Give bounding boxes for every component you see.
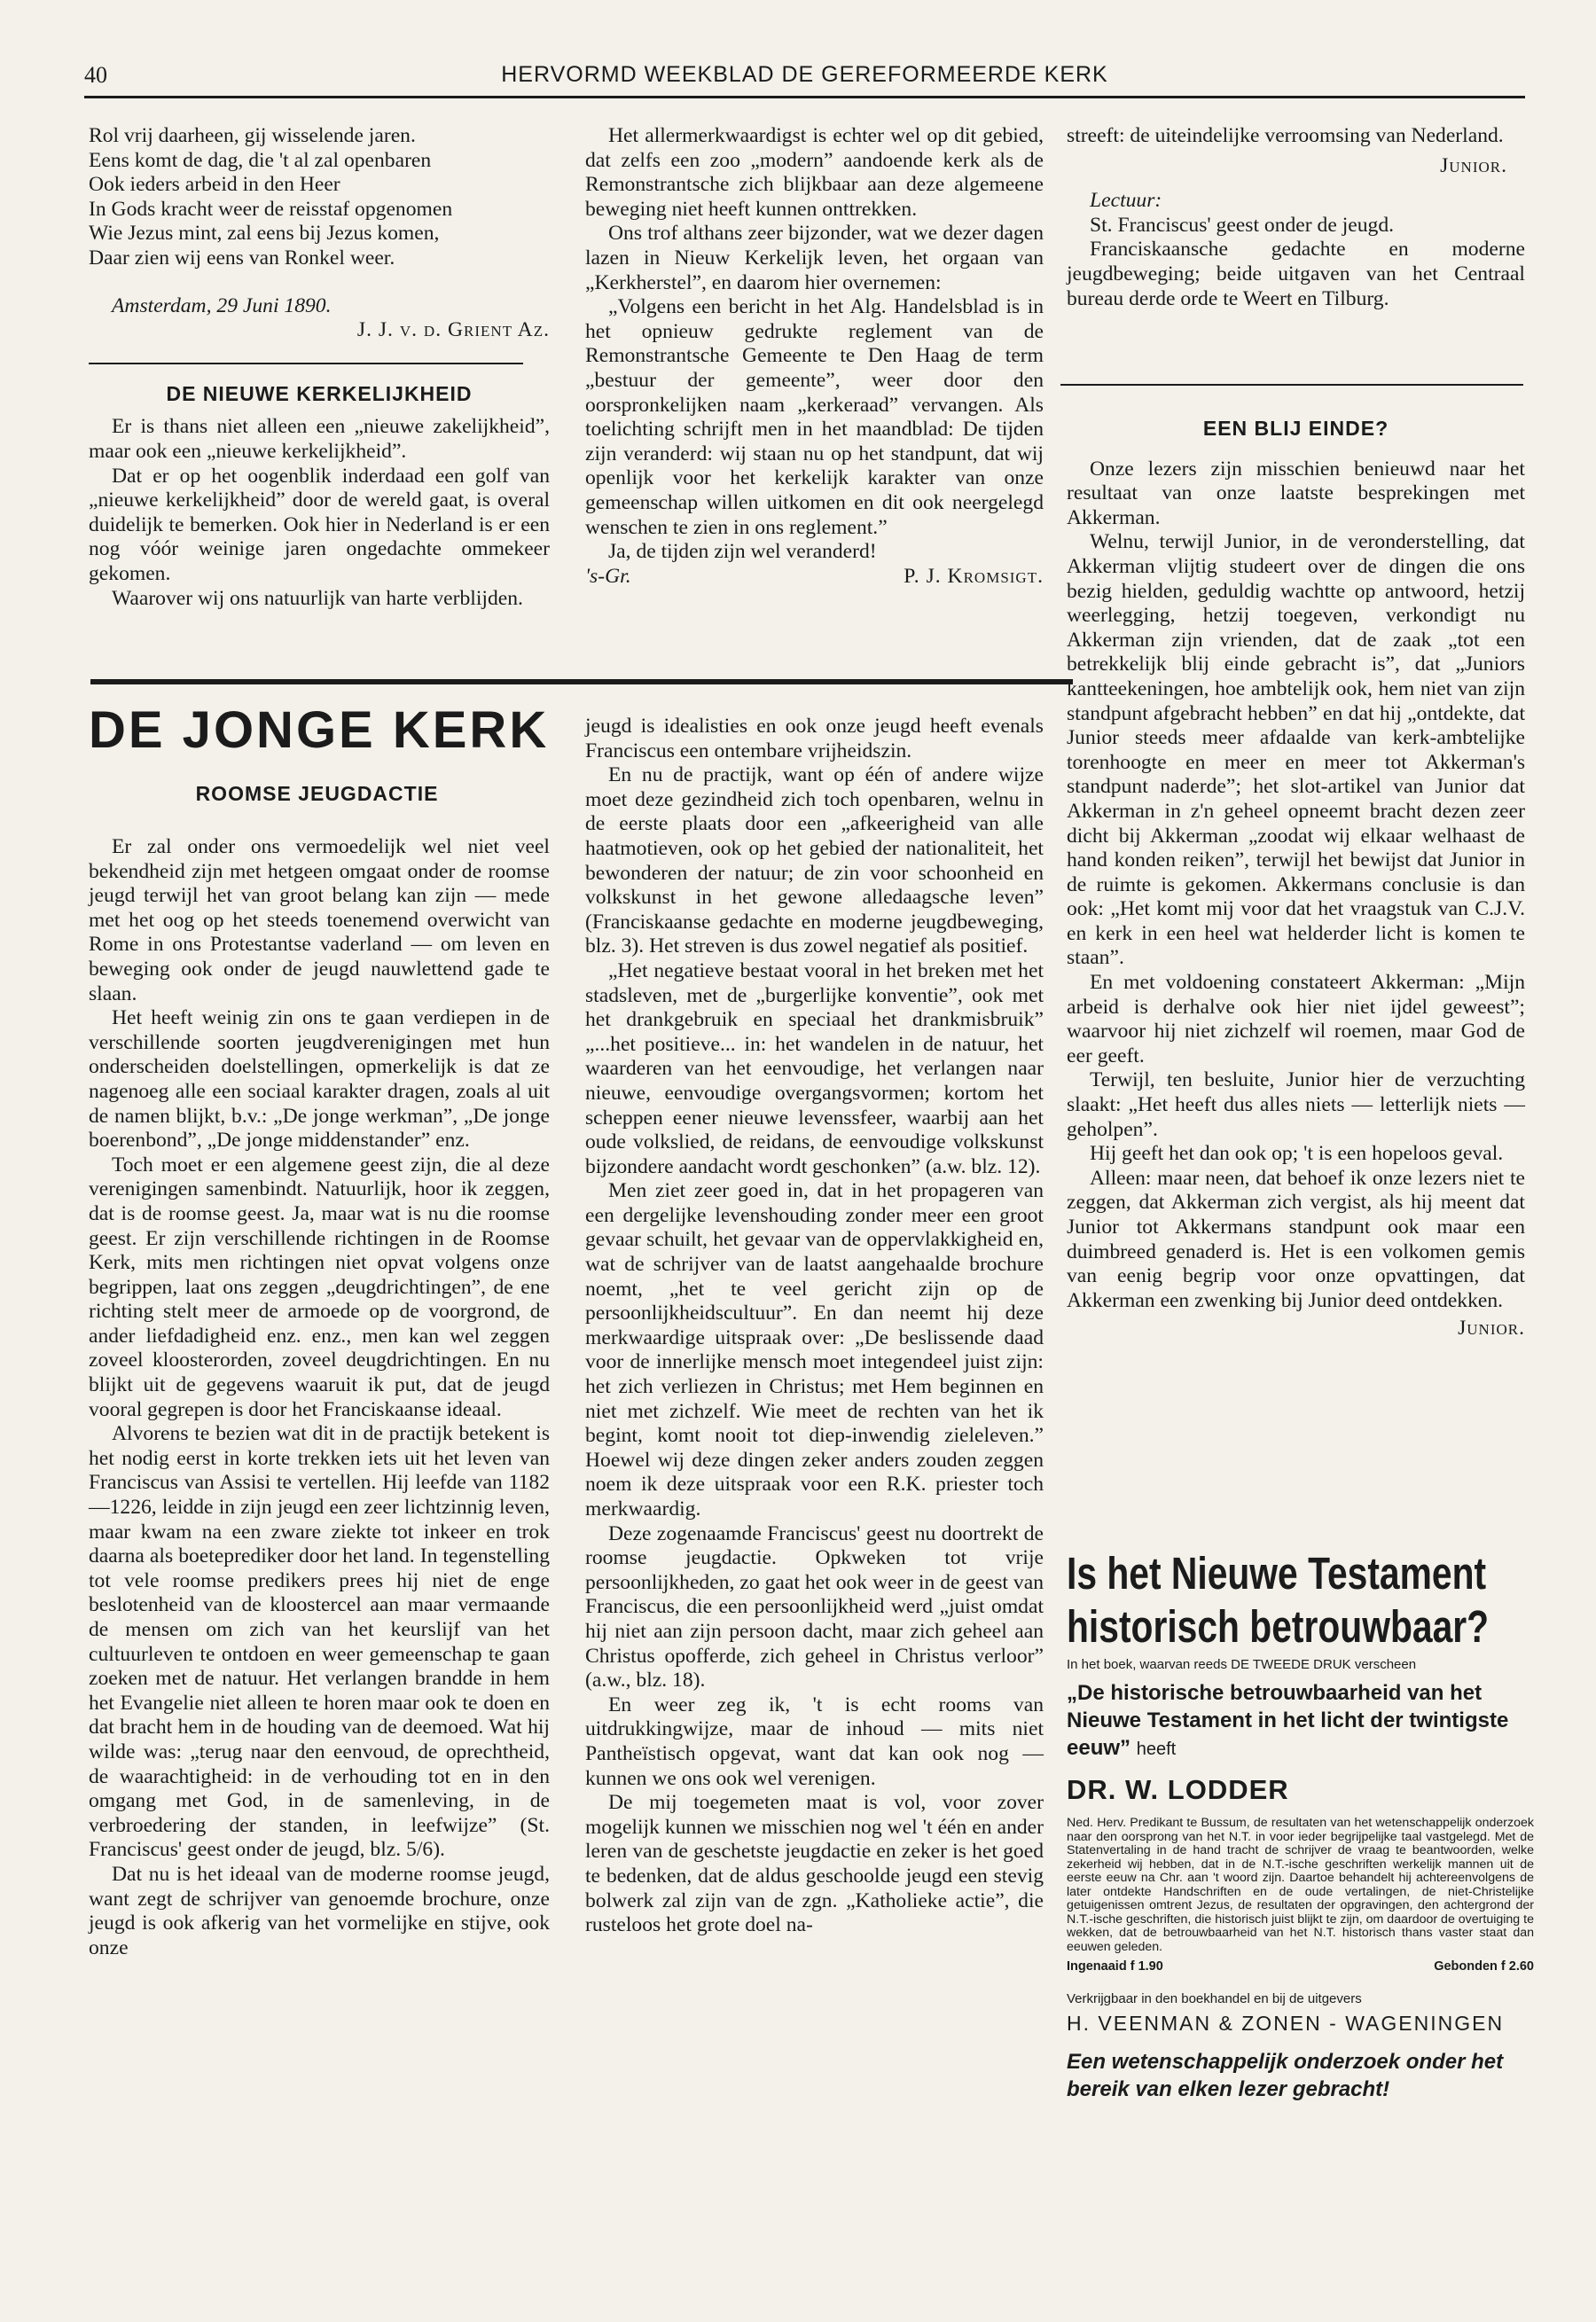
signature-row bbox=[585, 565, 1044, 590]
lectuur-item: St. Franciscus' geest onder de jeugd. bbox=[1090, 213, 1395, 237]
paragraph: Dat er op het oogenblik inderdaad een golf van „nieuwe kerkelijkheid” door de wereld gaat, is overal duidelijk te bemerken. Ook hier in Nederland is er een nog vóór weinige jaren ongedachte ommekeer gekomen. bbox=[89, 464, 550, 585]
poem-line: Daar zien wij eens van Ronkel weer. bbox=[89, 246, 395, 270]
signature: P. J. Kromsigt. bbox=[904, 564, 1044, 588]
paragraph: Er zal onder ons vermoedelijk wel niet veel bekendheid zijn met hetgeen omgaat onder de roomse jeugd terwijl het van groot belang kan zijn — mede met het oog op het steeds toenemend overwicht van Rome in ons Protestantse vaderland — om leven en beweging ook onder de jeugd nauwlettend gade te slaan. bbox=[89, 835, 550, 1005]
paragraph: En met voldoening constateert Akkerman: „Mijn arbeid is derhalve ook hier niet ijdel geweest”; waarvoor hij niet zichzelf wil roemen, maar God de eer geeft. bbox=[1067, 971, 1525, 1067]
section-title: DE JONGE KERK bbox=[89, 701, 550, 759]
paragraph: Het allermerkwaardigst is echter wel op dit gebied, dat zelfs een zoo „modern” aandoende kerk als de Remonstrantsche zich blijkbaar aan deze algemeene beweging niet heeft kunnen onttrekken. bbox=[585, 124, 1044, 221]
ad-availability: Verkrijgbaar in den boekhandel en bij de uitgevers bbox=[1067, 1991, 1362, 2006]
paragraph: Dat nu is het ideaal van de moderne roomse jeugd, want zegt de schrijver van genoemde brochure, onze jeugd is ook afkerig van het vormelijke en stijve, ook onze bbox=[89, 1862, 550, 1959]
paragraph: Alleen: maar neen, dat behoef ik onze lezers niet te zeggen, dat Akkerman zich vergist, als hij meent dat Junior tot Akkermans standpunt ook maar een duimbreed genaderd is. Het is een volkomen gemis van eenig begrip voor onze opvattingen, dat Akkerman een zwenking bij Junior deed ontdekken. bbox=[1067, 1166, 1525, 1312]
paragraph: Onze lezers zijn misschien benieuwd naar het resultaat van onze laatste besprekingen met Akkerman. bbox=[1067, 457, 1525, 529]
section-rule bbox=[90, 679, 1073, 684]
ad-tagline: Een wetenschappelijk onderzoek onder het bereik van elken lezer gebracht! bbox=[1067, 2050, 1504, 2101]
column-2-top bbox=[585, 124, 1044, 589]
poem-line: Eens komt de dag, die 't al zal openbaren bbox=[89, 148, 432, 172]
ad-prices bbox=[1067, 1959, 1534, 1974]
paragraph: De mij toegemeten maat is vol, voor zover mogelijk kunnen we misschien nog wel 't één en ander leren van de geschetste jeugdactie en zeker is het goed te bedenken, dat de aldus geschoolde jeugd een stevig bolwerk zal zijn van de zgn. „Katholieke actie”, die rusteloos het grote doel na- bbox=[585, 1791, 1044, 1937]
dateline: Amsterdam, 29 Juni 1890. bbox=[112, 293, 332, 317]
page-header bbox=[84, 59, 1525, 98]
ad-title-line-2: historisch betrouwbaar? bbox=[1067, 1601, 1490, 1652]
jonge-kerk-column-2 bbox=[585, 715, 1044, 1938]
paragraph: Het heeft weinig zin ons te gaan verdiepen in de verschillende soorten jeugdverenigingen met hun onderscheiden doelstellingen, opmerkelijk is dat ze nagenoeg alle een sociaal karakter dragen, zoals al uit de namen blijkt, b.v.: „De jonge werkman”, „De jonge boerenbond”, „De jonge middenstander” enz. bbox=[89, 1006, 550, 1153]
signature: J. J. v. d. Grient Az. bbox=[356, 318, 550, 342]
paragraph: „Het negatieve bestaat vooral in het breken met het stadsleven, met de „burgerlijke konventie”, ook met het drankgebruik en speciaal het drankmisbruik” „...het positieve... in: het wandelen in de natuur, het waarderen van het eenvoudige, het verlangen naar nieuwe, eenvoudige overgangsvormen; kortom het scheppen eener nieuwe levenssfeer, waarbij aan het oude volkslied, de reidans, de eenvoudige volkskunst bijzondere aandacht wordt geschonken” (a.w. blz. 12). bbox=[585, 958, 1044, 1178]
poem-line: Ook ieders arbeid in den Heer bbox=[89, 173, 340, 197]
ad-book-title-tail: heeft bbox=[1136, 1740, 1177, 1759]
jonge-kerk-column-1 bbox=[89, 835, 550, 1960]
ad-book-title bbox=[1067, 1679, 1534, 1763]
paragraph: En nu de practijk, want op één of andere wijze moet deze gezindheid zich toch openbaren, welnu in de eerste plaats door een „afkeerigheid van alle haatmotieven, ook op het gebied der nationaliteit, het bewonderen der natuur; de zin voor schoonheid en volkskunst in het gewone alledaagsche leven” (Franciskaanse gedachte en moderne jeugdbeweging, blz. 3). Het streven is dus zowel negatief als positief. bbox=[585, 763, 1044, 958]
paragraph: Hij geeft het dan ook op; 't is een hopeloos geval. bbox=[1090, 1142, 1504, 1166]
paragraph: Welnu, terwijl Junior, in de veronderstelling, dat Akkerman vlijtig studeert over de dingen die ons bezig hielden, geduldig wachtte op antwoord, hetzij weerlegging, hetzij toegeven, verkondigt nu Akkerman zijn vrienden, dat de zaak „tot een betrekkelijk blij einde gebracht is”, dat „Juniors kantteekeningen, hoe ambtelijk ook, hem niet van zijn standpunt afgebracht hebben” en dat hij „ontdekte, dat Junior steeds meer afdaalde van kerk-ambtelijke torenhoogte en meer en meer tot Akkerman's standpunt naderde”; het slot-artikel van Junior dat Akkerman in z'n geheel opneemt bracht dezen zeer dicht bij Akkerman „zoodat wij elkaar welhaast de hand konden reiken”, terwijl het bewijst dat Junior in de ruimte is gekomen. Akkermans conclusie is dan ook: „Het komt mij voor dat het vraagstuk van C.J.V. en kerk in een heel wat helderder licht is komen te staan”. bbox=[1067, 530, 1525, 970]
paragraph: En weer zeg ik, 't is echt rooms van uitdrukkingwijze, maar de inhoud — mits niet Pantheïstisch opgevat, want dat kan ook nog — kunnen we ons ook wel verenigen. bbox=[585, 1693, 1044, 1790]
quote-paragraph: „Volgens een bericht in het Alg. Handelsblad is in het opnieuw gedrukte reglement van de Remonstrantsche Gemeente te Den Haag de term „bestuur der gemeente”, weer door den oorspronkelijken naam „kerkeraad” vervangen. Als toelichting schrijft men in het maandblad: De tijden zijn veranderd: wij staan nu op het standpunt, dat wij openlijk voor het kerkelijk karakter van onze gemeenschap willen uitkomen en dit ook neergelegd wenschen te zien in ons reglement.” bbox=[585, 295, 1044, 539]
price-hardcover: Gebonden f 2.60 bbox=[1434, 1959, 1534, 1974]
paragraph: jeugd is idealisties en ook onze jeugd heeft evenals Franciscus een ontembare vrijheidszin. bbox=[585, 715, 1044, 762]
signature: Junior. bbox=[1458, 1317, 1525, 1341]
article-subtitle: ROOMSE JEUGDACTIE bbox=[195, 782, 439, 805]
ad-title-line-1: Is het Nieuwe Testament bbox=[1067, 1548, 1487, 1599]
paragraph: Alvorens te bezien wat dit in de practijk betekent is het nodig eerst in korte trekken iets uit het leven van Franciscus van Assisi te vertellen. Hij leefde van 1182—1226, leidde in zijn jeugd een zeer lichtzinnig leven, maar kwam na een zware ziekte tot inkeer en trok daarna als boeteprediker door het land. In tegenstelling tot vele roomse predikers prees hij niet de enge beslotenheid van de kloostercel aan maar vermaande de mensen om zich van het keurslijf van het cultuurleven te ontdoen en weer gemeenschap te gaan zoeken met de natuur. Het verlangen brandde in hem het Evangelie niet alleen te horen maar ook te doen en dat bracht hem in de houding van de deemoed. Wat hij wilde was: „terug naar den eenvoud, de oprechtheid, de waarachtigheid: in de verhouding tot en in den omgang met God, in de samenleving, in de verbroedering der standen, in leefwijze” (St. Franciscus' geest onder de jeugd, blz. 5/6). bbox=[89, 1422, 550, 1862]
place: 's-Gr. bbox=[585, 564, 631, 588]
signature: Junior. bbox=[1440, 153, 1507, 177]
section-heading: DE NIEUWE KERKELIJKHEID bbox=[166, 381, 473, 405]
page-number: 40 bbox=[84, 62, 107, 88]
poem bbox=[89, 124, 550, 271]
column-3-article bbox=[1067, 417, 1525, 1341]
paragraph: Waarover wij ons natuurlijk van harte verblijden. bbox=[112, 586, 523, 610]
paragraph: Ja, de tijden zijn wel veranderd! bbox=[608, 540, 877, 564]
section-divider bbox=[89, 363, 523, 364]
section-heading: EEN BLIJ EINDE? bbox=[1202, 417, 1389, 440]
ad-intro: In het boek, waarvan reeds DE TWEEDE DRUK verscheen bbox=[1067, 1657, 1417, 1672]
paragraph: Ons trof althans zeer bijzonder, wat we dezer dagen lazen in Nieuw Kerkelijk leven, het orgaan van „Kerkherstel”, en daarom hier overnemen: bbox=[585, 222, 1044, 294]
price-paperback: Ingenaaid f 1.90 bbox=[1067, 1959, 1163, 1974]
column-3-divider bbox=[1060, 384, 1523, 386]
ad-author: DR. W. LODDER bbox=[1067, 1774, 1289, 1805]
paragraph: Men ziet zeer goed in, dat in het propageren van een dergelijke levenshouding zonder meer een groot gevaar schuilt, het gevaar van de oppervlakkigheid en, wat de schrijver van de laatst aangehaalde brochure noemt, „het te veel gericht zijn op de persoonlijkheidscultuur”. En dan neemt hij deze merkwaardige uitspraak over: „De beslissende daad voor de innerlijke mensch moet integendeel juist zijn: het zich verliezen in Christus; met Hem beginnen en niet met zichzelf. Wie meet de rechten van het ik begint, komt nooit tot diep-inwendig zieleleven.” Hoewel wij deze dingen zeker anders zouden zeggen noem ik deze uitspraak voor een R.K. priester toch merkwaardig. bbox=[585, 1179, 1044, 1521]
paragraph: Deze zogenaamde Franciscus' geest nu doortrekt de roomse jeugdactie. Opkweken tot vrije persoonlijkheden, zo gaat het ook weer in de geest van Franciscus, die een persoonlijkheid werd „juist omdat hij niet aan zijn persoon dacht, maar zich geheel aan Christus opofferde, zich geheel in Christus verloor” (a.w., blz. 18). bbox=[585, 1521, 1044, 1693]
poem-line: Rol vrij daarheen, gij wisselende jaren. bbox=[89, 124, 416, 147]
lectuur-label: Lectuur: bbox=[1090, 189, 1162, 213]
poem-line: In Gods kracht weer de reisstaf opgenomen bbox=[89, 197, 453, 221]
ad-publisher: H. VEENMAN & ZONEN - WAGENINGEN bbox=[1067, 2012, 1505, 2035]
ad-description: Ned. Herv. Predikant te Bussum, de resultaten van het wetenschappelijk onderzoek naar den oorsprong van het N.T. in voor ieder begrijpelijke taal vastgelegd. Met de Statenvertaling in de hand tracht de schrijver de vraag te beantwoorden, welke zekerheid wij hebben, dat in de N.T.-ische geschriften werkelijk mannen uit de eerste eeuw na Chr. aan 't woord zijn. Daartoe behandelt hij achtereenvolgens de later ontdekte Handschriften en de oude vertalingen, de niet-Christelijke getuigenissen omtrent Jezus, de resultaten der opgravingen, den achtergrond der N.T.-ische geschriften, die historisch juist blijkt te zijn, om daardoor de overtuiging te wekken, dat de betrouwbaarheid van het N.T. historisch thans vaster staat dan eeuwen geleden. bbox=[1067, 1816, 1534, 1954]
paragraph: Terwijl, ten besluite, Junior hier de verzuchting slaakt: „Het heeft dus alles niets — letterlijk niets — geholpen”. bbox=[1067, 1068, 1525, 1141]
running-head: HERVORMD WEEKBLAD DE GEREFORMEERDE KERK bbox=[501, 62, 1108, 87]
paragraph: streeft: de uiteindelijke verroomsing van Nederland. bbox=[1067, 124, 1504, 147]
paragraph: Toch moet er een algemene geest zijn, die al deze verenigingen samenbindt. Natuurlijk, hoor ik zeggen, dat is de roomse geest. Ja, maar wat is nu die roomse geest. Er zijn verschillende richtingen in de Roomse Kerk, mits men richtingen niet opvat volgens onze begrippen, laat ons zeggen „deugdrichtingen”, de ene richting stelt meer de armoede op de voorgrond, de ander liefdadigheid enz. enz., men kan wel zeggen zoveel kloosterorden, zoveel deugdrichtingen. En nu blijkt uit de gegevens waaruit ik put, dat de jeugd vooral gegrepen is door het Franciskaanse ideaal. bbox=[89, 1153, 550, 1421]
ad-book-title-text: „De historische betrouwbaarheid van het Nieuwe Testament in het licht der twintigste eeuw” bbox=[1067, 1681, 1509, 1760]
column-3-top bbox=[1067, 124, 1525, 311]
poem-line: Wie Jezus mint, zal eens bij Jezus komen, bbox=[89, 222, 440, 246]
column-1-top bbox=[89, 124, 550, 611]
paragraph: Er is thans niet alleen een „nieuwe zakelijkheid”, maar ook een „nieuwe kerkelijkheid”. bbox=[89, 415, 550, 463]
book-advertisement bbox=[1067, 1547, 1534, 2103]
lectuur-item: Franciskaansche gedachte en moderne jeugdbeweging; beide uitgaven van het Centraal bureau derde orde te Weert en Tilburg. bbox=[1067, 238, 1525, 310]
